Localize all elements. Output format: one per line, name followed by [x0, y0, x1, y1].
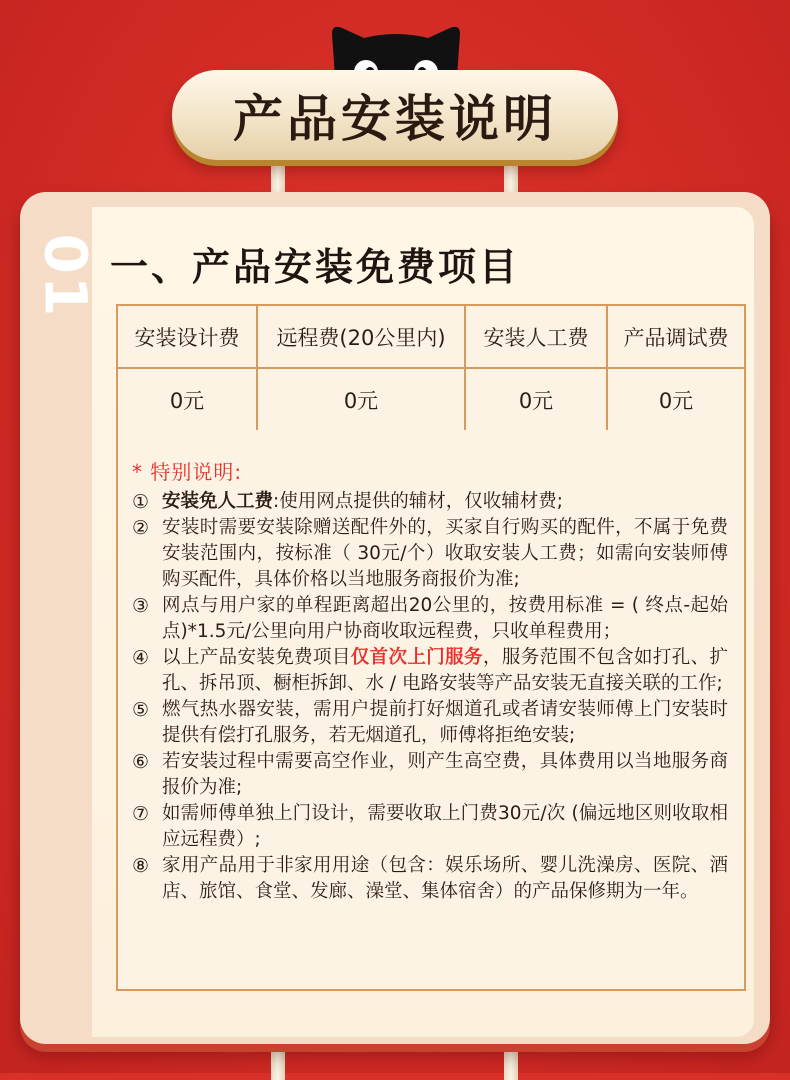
note-text [162, 645, 728, 697]
title-banner [172, 70, 618, 160]
section-number-text: 01 [31, 233, 99, 319]
section-heading: 一、产品安装免费项目 [110, 245, 521, 289]
table-header-cell: 产品调试费 [608, 306, 744, 369]
table-value-cell: 0元 [258, 369, 466, 430]
note-item [132, 515, 728, 593]
note-item [132, 645, 728, 697]
table-header-cell: 安装设计费 [118, 306, 258, 369]
fee-table [116, 304, 746, 432]
note-text: 燃气热水器安装，需用户提前打好烟道孔或者请安装师傅上门安装时提供有偿打孔服务，若无烟道孔，师傅将拒绝安装; [162, 699, 728, 746]
table-header-cell: 远程费(20公里内) [258, 306, 466, 369]
note-item [132, 801, 728, 853]
note-text: 网点与用户家的单程距离超出20公里的，按费用标准 = ( 终点-起始点)*1.5元/公里向用户协商收取远程费，只收单程费用； [162, 595, 728, 642]
note-body: :使用网点提供的辅材，仅收辅材费; [273, 491, 563, 512]
special-notes [116, 430, 746, 991]
section-number [31, 233, 99, 319]
note-number: ② [132, 517, 150, 539]
note-item [132, 749, 728, 801]
note-text: 家用产品用于非家用用途（包含：娱乐场所、婴儿洗澡房、医院、酒店、旅馆、食堂、发廊、澡堂、集体宿舍）的产品保修期为一年。 [162, 855, 728, 902]
table-value-cell: 0元 [658, 388, 694, 413]
note-number: ⑧ [132, 855, 150, 877]
page-title: 产品安装说明 [233, 90, 557, 148]
note-body: ，服务范围不包含如打孔、扩孔、拆吊顶、橱柜拆卸、水 / 电路安装等产品安装无直接关联的工作; [162, 647, 728, 694]
note-number: ⑥ [132, 751, 150, 773]
note-highlight: 仅首次上门服务 [350, 647, 483, 668]
note-text: 若安装过程中需要高空作业，则产生高空费，具体费用以当地服务商报价为准; [162, 751, 728, 798]
note-body: 以上产品安装免费项目 [162, 647, 351, 668]
table-header-cell: 安装人工费 [466, 306, 608, 369]
note-text: 如需师傅单独上门设计，需要收取上门费30元/次 (偏远地区则收取相应远程费）; [162, 803, 728, 850]
note-number: ⑦ [132, 803, 150, 825]
note-number: ⑤ [132, 699, 150, 721]
notes-title: * 特别说明: [132, 460, 243, 484]
note-text: 安装时需要安装除赠送配件外的，买家自行购买的配件，不属于免费安装范围内，按标准（ 30元/个）收取安装人工费；如需向安装师傅购买配件，具体价格以当地服务商报价为准; [162, 517, 728, 590]
note-item [132, 697, 728, 749]
note-number: ① [132, 491, 150, 513]
note-text [162, 489, 728, 515]
note-item [132, 593, 728, 645]
note-item [132, 489, 728, 515]
table-value-cell: 0元 [118, 369, 258, 430]
note-lead: 安装免人工费 [162, 491, 274, 512]
note-number: ④ [132, 647, 150, 669]
table-value-cell: 0元 [466, 369, 608, 430]
note-item [132, 853, 728, 905]
note-number: ③ [132, 595, 150, 617]
